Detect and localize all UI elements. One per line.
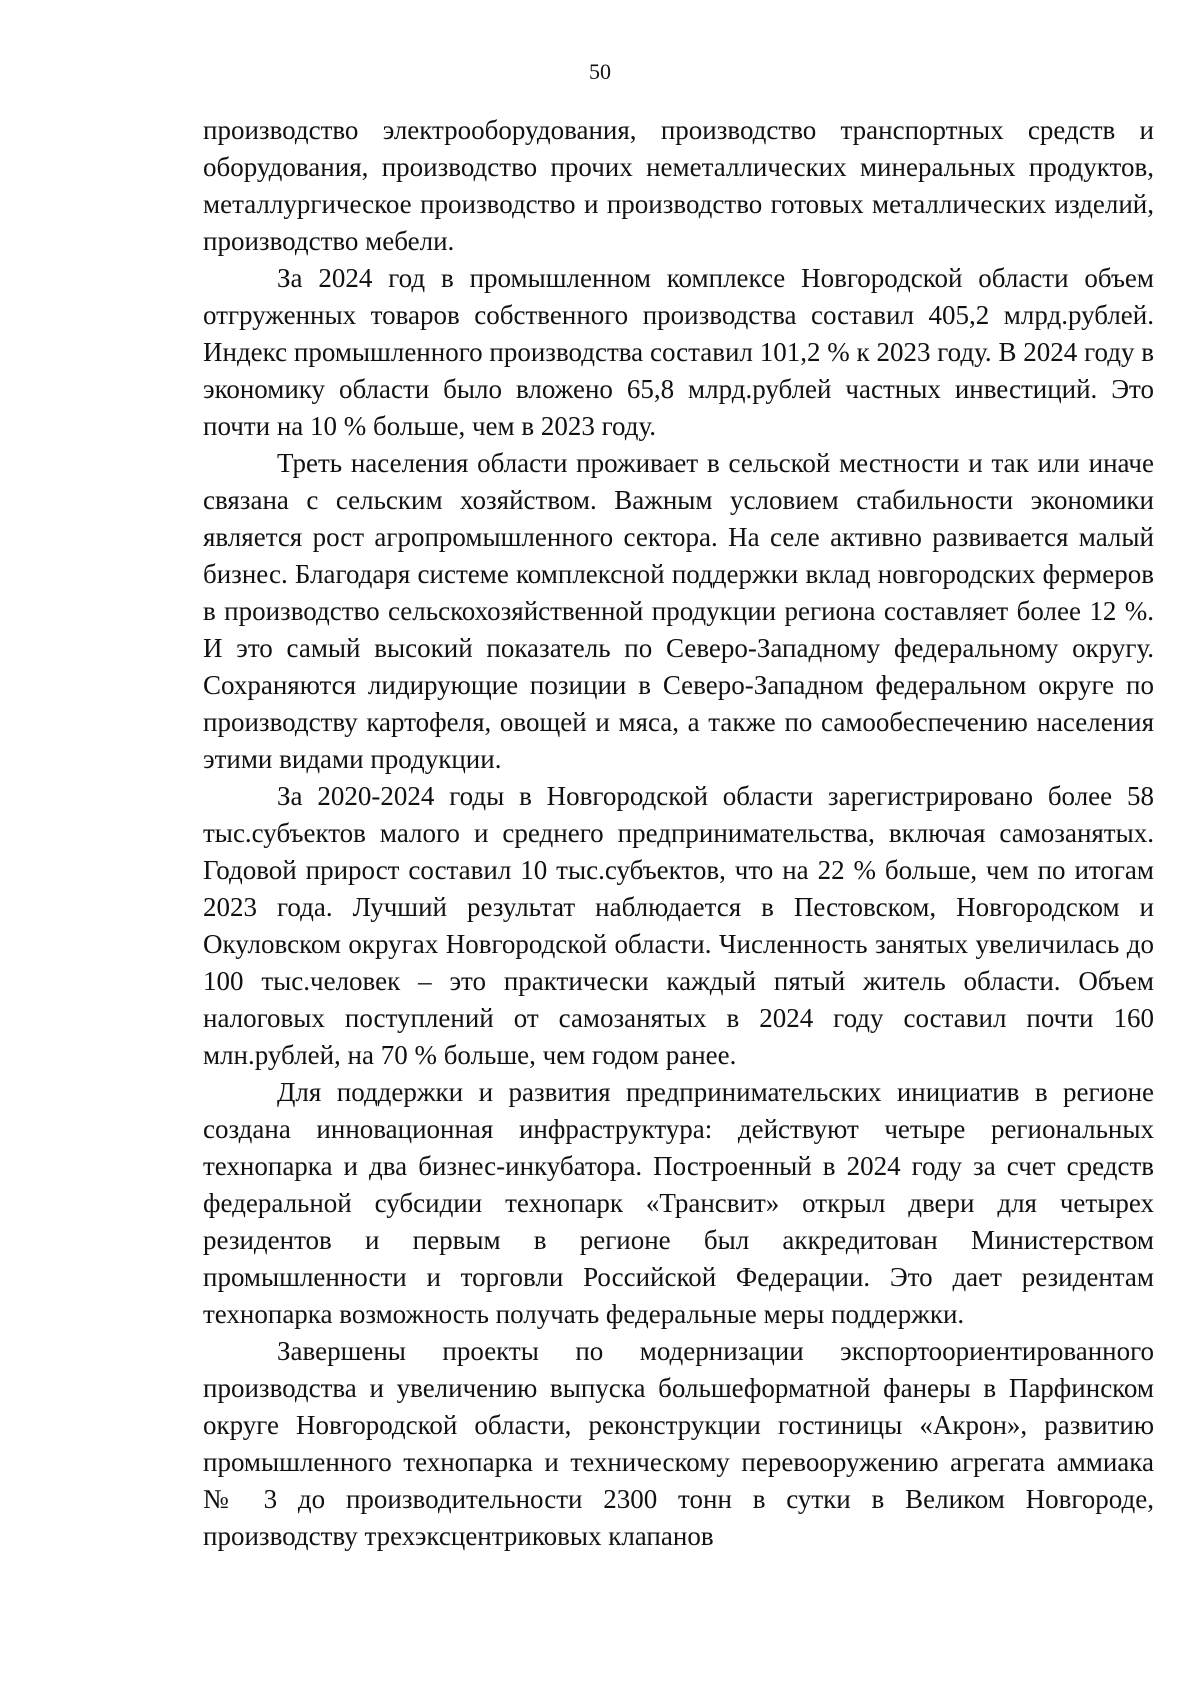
paragraph-agriculture: Треть населения области проживает в сельской местности и так или иначе связана с сельским хозяйством. Важным условием стабильности экономики является рост агропромышленного сектора. На селе активно развивается малый бизнес. Благодаря системе комплексной поддержки вклад новгородских фермеров в производство сельскохозяйственной продукции региона составляет более 12 %. И это самый высокий показатель по Северо-Западному федеральному округу. Сохраняются лидирующие позиции в Северо-Западном федеральном округе по производству картофеля, овощей и мяса, а также по самообеспечению населения этими видами продукции.	[203, 448, 1154, 774]
paragraph-industrial-output: За 2024 год в промышленном комплексе Новгородской области объем отгруженных товаров собственного производства составил 405,2 млрд.рублей. Индекс промышленного производства составил 101,2 % к 2023 году. В 2024 году в экономику области было вложено 65,8 млрд.рублей частных инвестиций. Это почти на 10 % больше, чем в 2023 году.	[203, 263, 1154, 441]
paragraph-industries: производство электрооборудования, производство транспортных средств и оборудования, производство прочих неметаллических минеральных продуктов, металлургическое производство и производство готовых металлических изделий, производство мебели.	[203, 115, 1154, 256]
document-body	[203, 112, 1154, 1555]
paragraph-completed-projects: Завершены проекты по модернизации экспортоориентированного производства и увеличению выпуска большеформатной фанеры в Парфинском округе Новгородской области, реконструкции гостиницы «Акрон», развитию промышленного технопарка и техническому перевооружению агрегата аммиака № 3 до производительности 2300 тонн в сутки в Великом Новгороде, производству трехэксцентриковых клапанов	[203, 1336, 1154, 1551]
paragraph-innovation-infrastructure: Для поддержки и развития предпринимательских инициатив в регионе создана инновационная инфраструктура: действуют четыре региональных технопарка и два бизнес-инкубатора. Построенный в 2024 году за счет средств федеральной субсидии технопарк «Трансвит» открыл двери для четырех резидентов и первым в регионе был аккредитован Министерством промышленности и торговли Российской Федерации. Это дает резидентам технопарка возможность получать федеральные меры поддержки.	[203, 1077, 1154, 1329]
paragraph-small-business: За 2020-2024 годы в Новгородской области зарегистрировано более 58 тыс.субъектов малого и среднего предпринимательства, включая самозанятых. Годовой прирост составил 10 тыс.субъектов, что на 22 % больше, чем по итогам 2023 года. Лучший результат наблюдается в Пестовском, Новгородском и Окуловском округах Новгородской области. Численность занятых увеличилась до 100 тыс.человек – это практически каждый пятый житель области. Объем налоговых поступлений от самозанятых в 2024 году составил почти 160 млн.рублей, на 70 % больше, чем годом ранее.	[203, 781, 1154, 1070]
page-number: 50	[589, 59, 611, 84]
